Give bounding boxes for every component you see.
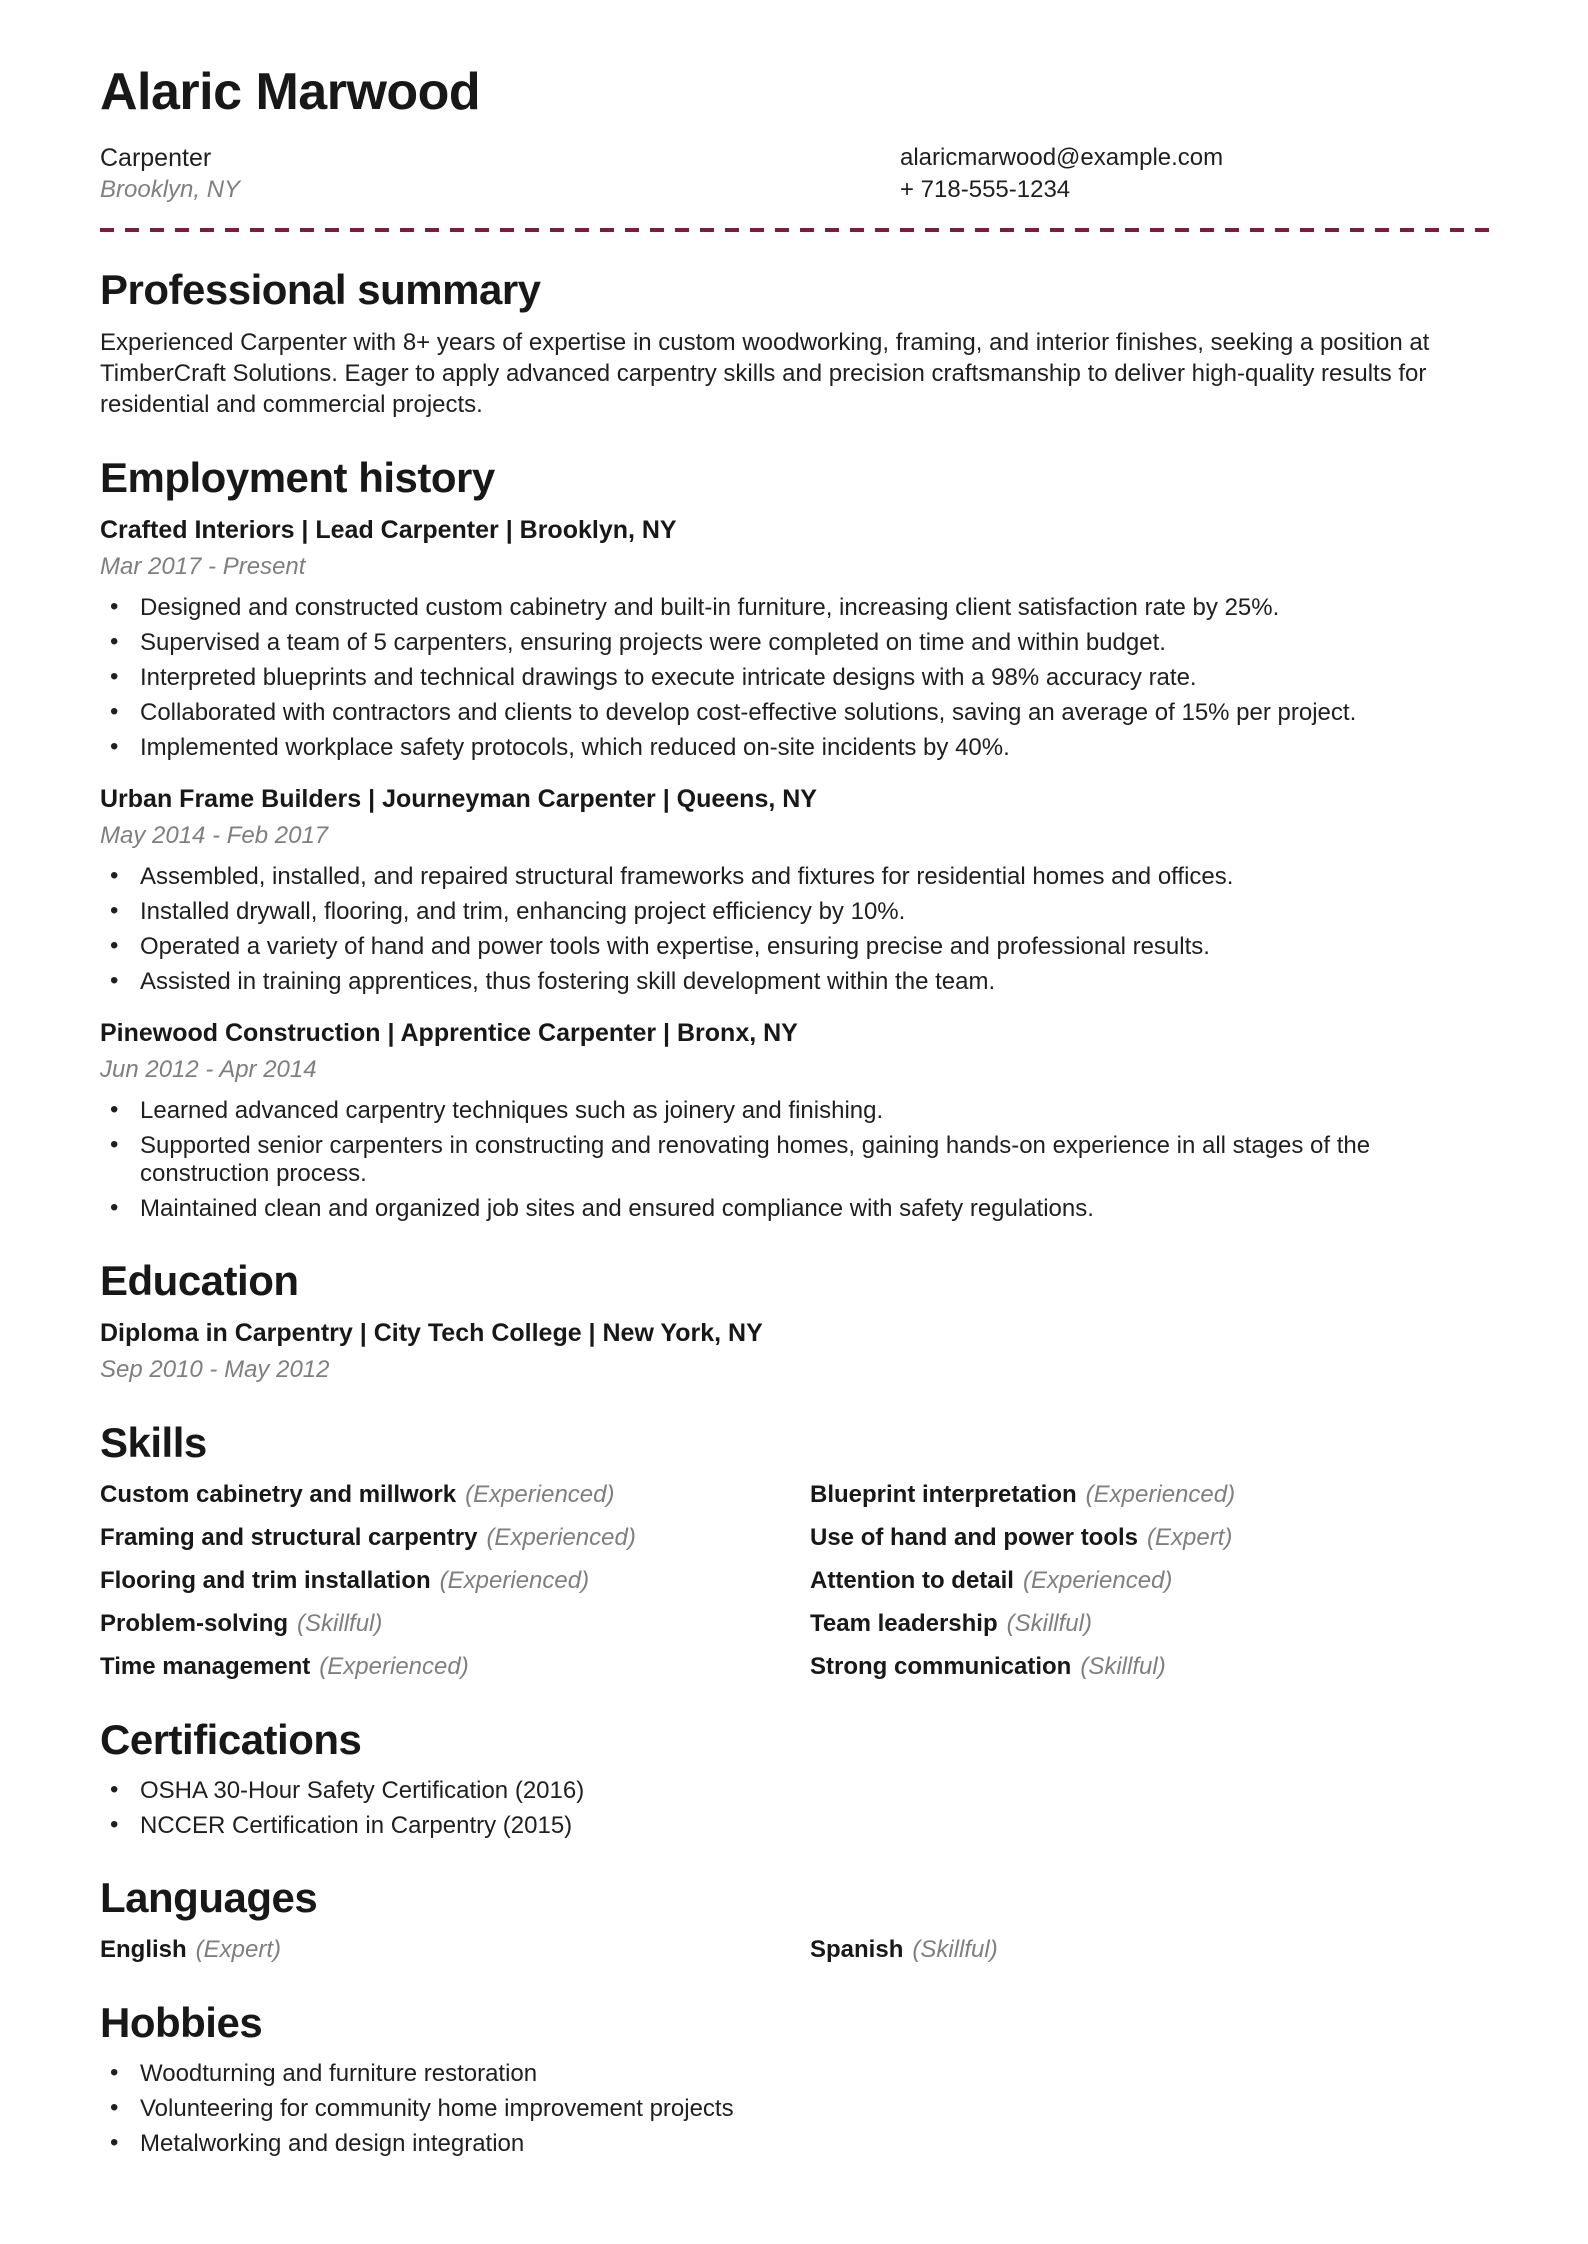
skill-item — [100, 1566, 810, 1596]
job-bullet: • Assembled, installed, and repaired structural frameworks and fixtures for residential homes and offices. — [140, 863, 1490, 891]
skill-level: (Skillful) — [297, 1610, 383, 1638]
certification-item: • OSHA 30-Hour Safety Certification (2016) — [140, 1777, 1490, 1805]
section-skills — [100, 1419, 1490, 1682]
skill-level: (Skillful) — [1006, 1610, 1092, 1638]
job-heading: Pinewood Construction | Apprentice Carpenter | Bronx, NY — [100, 1019, 798, 1048]
skill-item — [810, 1480, 1235, 1510]
skill-item — [100, 1609, 810, 1639]
header-divider — [100, 228, 1490, 232]
section-title-certifications: Certifications — [100, 1716, 362, 1764]
skill-item — [100, 1480, 810, 1510]
candidate-name: Alaric Marwood — [100, 63, 481, 121]
skill-level: (Experienced) — [486, 1524, 636, 1552]
job-heading: Crafted Interiors | Lead Carpenter | Brooklyn, NY — [100, 516, 677, 545]
job-bullet: • Interpreted blueprints and technical drawings to execute intricate designs with a 98% accuracy rate. — [140, 664, 1490, 692]
skill-name: Time management — [100, 1653, 311, 1681]
section-title-professional-summary: Professional summary — [100, 266, 541, 314]
section-title-skills: Skills — [100, 1419, 207, 1467]
education-dates: Sep 2010 - May 2012 — [100, 1356, 330, 1384]
skill-item — [810, 1609, 1235, 1639]
job-bullet: • Maintained clean and organized job sites and ensured compliance with safety regulations. — [140, 1195, 1490, 1223]
job-bullet-list — [100, 594, 1490, 762]
contact-email: alaricmarwood@example.com — [900, 144, 1224, 172]
job-dates: Jun 2012 - Apr 2014 — [100, 1056, 317, 1084]
skills-column-right — [810, 1480, 1235, 1682]
job-entry — [100, 784, 1490, 996]
skill-level: (Expert) — [1147, 1524, 1233, 1552]
skill-name: Use of hand and power tools — [810, 1524, 1139, 1552]
hobby-item: • Volunteering for community home improvement projects — [140, 2095, 1490, 2123]
skill-level: (Skillful) — [1080, 1653, 1166, 1681]
language-name: Spanish — [810, 1936, 904, 1964]
skill-item — [100, 1523, 810, 1553]
skill-name: Custom cabinetry and millwork — [100, 1481, 457, 1509]
skill-level: (Experienced) — [465, 1481, 615, 1509]
job-bullet: • Installed drywall, flooring, and trim, enhancing project efficiency by 10%. — [140, 898, 1490, 926]
job-bullet: • Operated a variety of hand and power tools with expertise, ensuring precise and professional results. — [140, 933, 1490, 961]
contact-phone: + 718-555-1234 — [900, 176, 1071, 204]
skill-item — [100, 1652, 810, 1682]
language-level: (Skillful) — [912, 1936, 998, 1964]
job-entry — [100, 515, 1490, 762]
job-bullet: • Assisted in training apprentices, thus fostering skill development within the team. — [140, 968, 1490, 996]
job-bullet: • Learned advanced carpentry techniques such as joinery and finishing. — [140, 1097, 1490, 1125]
job-bullet-list — [100, 1097, 1490, 1223]
section-title-hobbies: Hobbies — [100, 1999, 263, 2047]
section-languages — [100, 1874, 1490, 1965]
skill-level: (Experienced) — [439, 1567, 590, 1595]
language-item — [100, 1935, 810, 1965]
skill-level: (Experienced) — [1022, 1567, 1173, 1595]
languages-column-right — [810, 1935, 998, 1965]
language-name: English — [100, 1936, 187, 1964]
summary-text: Experienced Carpenter with 8+ years of expertise in custom woodworking, framing, and interior finishes, seeking a position at TimberCraft Solutions. Eager to apply advanced carpentry skills and precision craftsmanship to deliver high-quality results for residential and commercial projects. — [100, 329, 1430, 419]
job-bullet: • Supervised a team of 5 carpenters, ensuring projects were completed on time and within budget. — [140, 629, 1490, 657]
skill-name: Strong communication — [810, 1653, 1072, 1681]
certification-list — [100, 1777, 1490, 1840]
section-hobbies — [100, 1999, 1490, 2158]
skill-name: Attention to detail — [810, 1567, 1014, 1595]
hobby-list — [100, 2060, 1490, 2158]
certification-item: • NCCER Certification in Carpentry (2015) — [140, 1812, 1490, 1840]
job-dates: Mar 2017 - Present — [100, 553, 306, 581]
skills-grid — [100, 1480, 1490, 1682]
languages-grid — [100, 1935, 1490, 1965]
job-bullet: • Implemented workplace safety protocols, which reduced on-site incidents by 40%. — [140, 734, 1490, 762]
language-level: (Expert) — [195, 1936, 282, 1964]
skill-item — [810, 1566, 1235, 1596]
skill-item — [810, 1523, 1235, 1553]
candidate-job-title: Carpenter — [100, 144, 212, 173]
education-entry — [100, 1318, 1490, 1385]
skill-name: Framing and structural carpentry — [100, 1524, 478, 1552]
skill-name: Flooring and trim installation — [100, 1567, 431, 1595]
job-heading: Urban Frame Builders | Journeyman Carpenter | Queens, NY — [100, 785, 817, 814]
section-professional-summary — [100, 266, 1490, 420]
job-bullet-list — [100, 863, 1490, 996]
skill-level: (Experienced) — [319, 1653, 469, 1681]
section-education — [100, 1257, 1490, 1385]
hobby-item: • Woodturning and furniture restoration — [140, 2060, 1490, 2088]
job-entry — [100, 1018, 1490, 1223]
job-bullet: • Collaborated with contractors and clients to develop cost-effective solutions, saving an average of 15% per project. — [140, 699, 1490, 727]
section-title-languages: Languages — [100, 1874, 318, 1922]
job-bullet: • Designed and constructed custom cabinetry and built-in furniture, increasing client satisfaction rate by 25%. — [140, 594, 1490, 622]
section-title-employment-history: Employment history — [100, 454, 495, 502]
skill-name: Blueprint interpretation — [810, 1481, 1077, 1509]
candidate-location: Brooklyn, NY — [100, 176, 241, 204]
job-bullet: • Supported senior carpenters in constructing and renovating homes, gaining hands-on experience in all stages of the construction process. — [140, 1132, 1490, 1188]
header-left-column — [100, 142, 900, 206]
hobby-item: • Metalworking and design integration — [140, 2130, 1490, 2158]
header-columns — [100, 142, 1490, 206]
languages-column-left — [100, 1935, 810, 1965]
section-employment-history — [100, 454, 1490, 1223]
section-title-education: Education — [100, 1257, 299, 1305]
language-item — [810, 1935, 998, 1965]
skill-name: Team leadership — [810, 1610, 998, 1638]
skills-column-left — [100, 1480, 810, 1682]
skill-level: (Experienced) — [1085, 1481, 1236, 1509]
skill-item — [810, 1652, 1235, 1682]
section-certifications — [100, 1716, 1490, 1840]
job-dates: May 2014 - Feb 2017 — [100, 822, 329, 850]
education-heading: Diploma in Carpentry | City Tech College | New York, NY — [100, 1319, 763, 1348]
resume-header — [100, 64, 1490, 232]
skill-name: Problem-solving — [100, 1610, 289, 1638]
header-contact-column — [900, 142, 1223, 206]
